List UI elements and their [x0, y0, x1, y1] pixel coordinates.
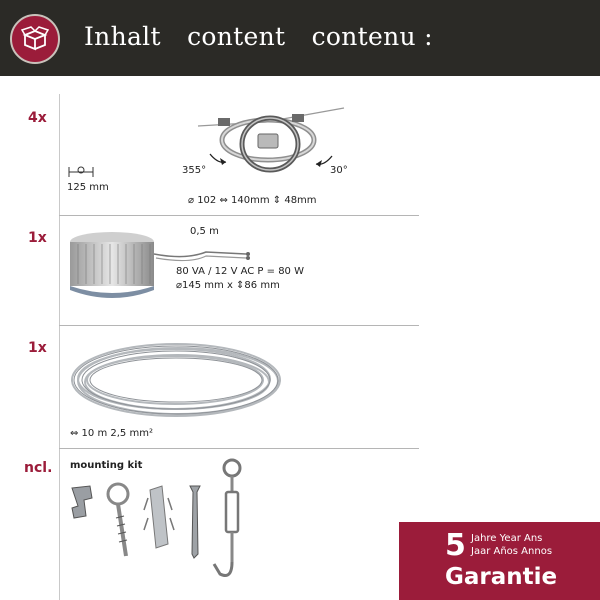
title-fr: contenu :	[311, 22, 433, 51]
row-divider-1	[59, 215, 419, 216]
guarantee-years: 5	[445, 528, 466, 563]
mounting-kit-label: mounting kit	[70, 460, 143, 471]
page-title	[84, 22, 451, 51]
column-divider	[59, 94, 60, 600]
guarantee-years-label-2: Jaar Años Annos	[471, 546, 553, 557]
spotlight-image	[196, 104, 346, 182]
qty-row-4: ncl.	[24, 460, 53, 476]
wire-spec: ⇔ 10 m 2,5 mm²	[70, 428, 153, 439]
guarantee-title: Garantie	[445, 564, 558, 590]
spot-small-dimension: 125 mm	[67, 182, 109, 193]
qty-row-3: 1x	[28, 340, 47, 356]
title-de: Inhalt	[84, 22, 161, 51]
guarantee-years-label-1: Jahre Year Ans	[471, 533, 543, 544]
title-en: content	[187, 22, 286, 51]
mounting-kit-image	[64, 458, 264, 594]
rotation-angle-left: 355°	[182, 165, 207, 176]
qty-row-2: 1x	[28, 230, 47, 246]
wire-coil-image	[66, 336, 286, 424]
row-divider-3	[59, 448, 419, 449]
transformer-power: 80 VA / 12 V AC P = 80 W	[176, 266, 304, 277]
dimension-mini-icon	[66, 164, 96, 180]
logo-badge	[10, 14, 60, 64]
cable-length: 0,5 m	[190, 226, 219, 237]
spot-dimensions: ⌀ 102 ⇔ 140mm ⇕ 48mm	[188, 195, 317, 206]
transformer-size: ⌀145 mm x ⇕86 mm	[176, 280, 280, 291]
guarantee-badge	[399, 522, 600, 600]
tilt-angle-right: 30°	[330, 165, 348, 176]
qty-row-1: 4x	[28, 110, 47, 126]
row-divider-2	[59, 325, 419, 326]
header-bar	[0, 0, 600, 76]
box-icon	[21, 25, 49, 53]
